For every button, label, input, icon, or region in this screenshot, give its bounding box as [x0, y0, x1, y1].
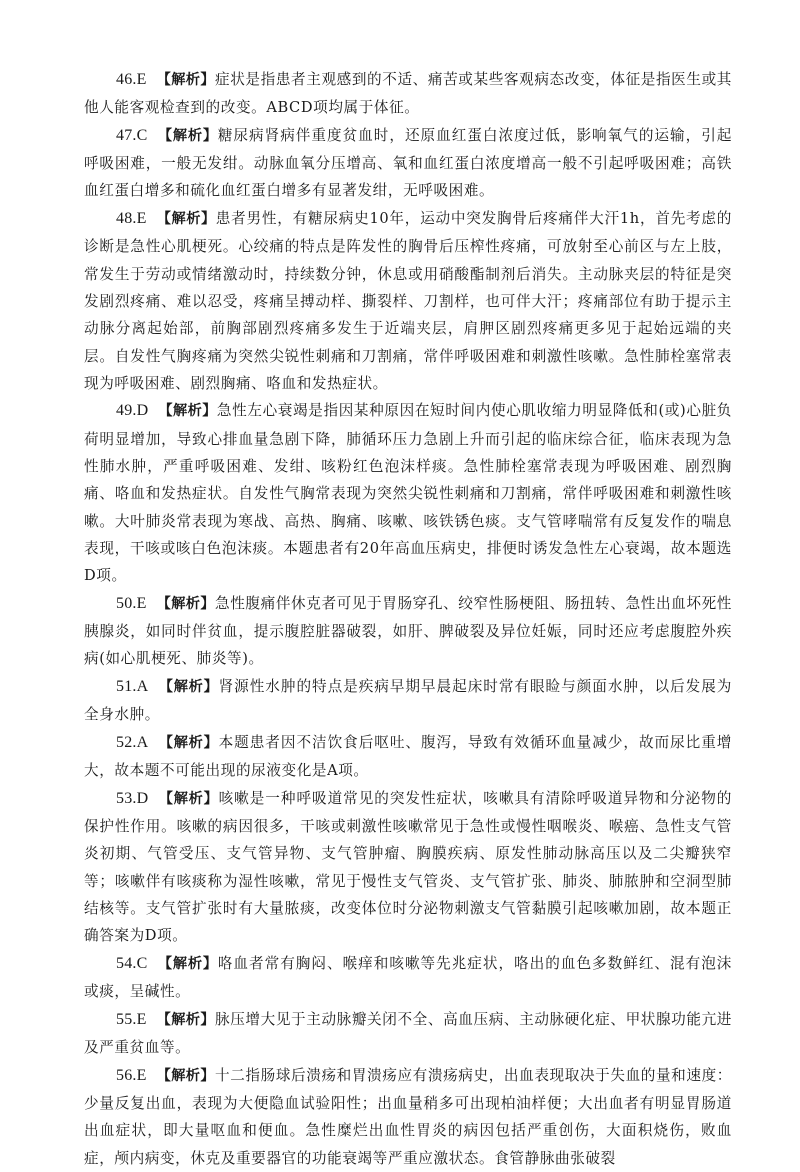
answer-number: 55.E [116, 1010, 147, 1028]
answer-number: 53.D [116, 789, 149, 807]
analysis-tag: 【解析】 [156, 1011, 215, 1028]
answer-entry [84, 785, 732, 950]
answer-number: 47.C [116, 126, 148, 144]
analysis-tag: 【解析】 [158, 790, 219, 807]
analysis-text: 患者男性，有糖尿病史10年，运动中突发胸骨后疼痛伴大汗1h，首先考虑的诊断是急性心肌梗死。心绞痛的特点是阵发性的胸骨后压榨性疼痛，可放射至心前区与左上肢，常发生于劳动或情绪激动时，持续数分钟，休息或用硝酸酯制剂后消失。主动脉夹层的特征是突发剧烈疼痛、难以忍受，疼痛呈搏动样、撕裂样、刀割样，也可伴大汗；疼痛部位有助于提示主动脉分离起始部，前胸部剧烈疼痛多发生于近端夹层，肩胛区剧烈疼痛更多见于起始远端的夹层。自发性气胸疼痛为突然尖锐性刺痛和刀割痛，常伴呼吸困难和刺激性咳嗽。急性肺栓塞常表现为呼吸困难、剧烈胸痛、咯血和发热症状。 [84, 210, 732, 392]
answer-number: 50.E [116, 594, 147, 612]
analysis-text: 脉压增大见于主动脉瓣关闭不全、高血压病、主动脉硬化症、甲状腺功能亢进及严重贫血等。 [84, 1010, 732, 1057]
analysis-tag: 【解析】 [158, 734, 219, 751]
analysis-tag: 【解析】 [156, 1067, 215, 1084]
answer-entry [84, 1062, 732, 1172]
analysis-text: 急性腹痛伴休克者可见于胃肠穿孔、绞窄性肠梗阻、肠扭转、急性出血坏死性胰腺炎，如同时伴贫血，提示腹腔脏器破裂，如肝、脾破裂及异位妊娠，同时还应考虑腹腔外疾病(如心肌梗死、肺炎等)。 [84, 594, 732, 668]
analysis-tag: 【解析】 [158, 679, 219, 696]
analysis-tag: 【解析】 [156, 72, 215, 88]
answer-entry [84, 122, 732, 205]
answer-entry [84, 590, 732, 673]
analysis-text: 症状是指患者主观感到的不适、痛苦或某些客观病态改变，体征是指医生或其他人能客观检查到的改变。ABCD项均属于体征。 [84, 71, 732, 117]
analysis-text: 急性左心衰竭是指因某种原因在短时间内使心肌收缩力明显降低和(或)心脏负荷明显增加，导致心排血量急剧下降，肺循环压力急剧上升而引起的临床综合征，临床表现为急性肺水肿，严重呼吸困难、发绀、咳粉红色泡沫样痰。急性肺栓塞常表现为呼吸困难、剧烈胸痛、咯血和发热症状。自发性气胸常表现为突然尖锐性刺痛和刀割痛，常伴呼吸困难和刺激性咳嗽。大叶肺炎常表现为寒战、高热、胸痛、咳嗽、咳铁锈色痰。支气管哮喘常有反复发作的喘息表现，干咳或咳白色泡沫痰。本题患者有20年高血压病史，排便时诱发急性左心衰竭，故本题选D项。 [84, 402, 733, 585]
answer-entry [84, 66, 732, 122]
analysis-tag: 【解析】 [157, 127, 218, 144]
analysis-tag: 【解析】 [156, 595, 215, 612]
answer-entry [84, 205, 732, 397]
analysis-tag: 【解析】 [157, 955, 218, 972]
analysis-text: 咯血者常有胸闷、喉痒和咳嗽等先兆症状，咯出的血色多数鲜红、混有泡沫或痰，呈碱性。 [84, 954, 732, 1001]
analysis-text: 本题患者因不洁饮食后呕吐、腹泻，导致有效循环血量减少，故而尿比重增大，故本题不可能出现的尿液变化是A项。 [84, 733, 732, 780]
answer-number: 54.C [116, 954, 148, 972]
answer-entry [84, 1006, 732, 1062]
analysis-text: 咳嗽是一种呼吸道常见的突发性症状，咳嗽具有清除呼吸道异物和分泌物的保护性作用。咳嗽的病因很多，干咳或刺激性咳嗽常见于急性或慢性咽喉炎、喉癌、急性支气管炎初期、气管受压、支气管异物、支气管肿瘤、胸膜疾病、原发性肺动脉高压以及二尖瓣狭窄等；咳嗽伴有咳痰称为湿性咳嗽，常见于慢性支气管炎、支气管扩张、肺炎、肺脓肿和空洞型肺结核等。支气管扩张时有大量脓痰，改变体位时分泌物刺激支气管黏膜引起咳嗽加剧，故本题正确答案为D项。 [84, 789, 732, 945]
answer-entry [84, 397, 732, 589]
answer-entry [84, 950, 732, 1006]
answer-number: 46.E [116, 71, 147, 88]
answer-number: 56.E [116, 1066, 147, 1084]
analysis-tag: 【解析】 [158, 403, 217, 420]
analysis-text: 肾源性水肿的特点是疾病早期早晨起床时常有眼睑与颜面水肿，以后发展为全身水肿。 [84, 678, 732, 724]
answer-entry [84, 729, 732, 785]
answer-entry [84, 673, 732, 729]
answer-number: 52.A [116, 733, 149, 751]
analysis-text: 十二指肠球后溃疡和胃溃疡应有溃疡病史，出血表现取决于失血的量和速度：少量反复出血，表现为大便隐血试验阳性；出血量稍多可出现柏油样便；大出血者有明显胃肠道出血症状，即大量呕血和便血。急性糜烂出血性胃炎的病因包括严重创伤，大面积烧伤，败血症，颅内病变，休克及重要器官的功能衰竭等严重应激状态。食管静脉曲张破裂 [84, 1066, 732, 1167]
answer-number: 49.D [116, 402, 149, 420]
answer-number: 48.E [116, 210, 147, 228]
analysis-text: 糖尿病肾病伴重度贫血时，还原血红蛋白浓度过低，影响氧气的运输，引起呼吸困难，一般无发绀。动脉血氧分压增高、氧和血红蛋白浓度增高一般不引起呼吸困难；高铁血红蛋白增多和硫化血红蛋白增多有显著发绀，无呼吸困难。 [84, 126, 732, 200]
answer-number: 51.A [116, 678, 149, 696]
analysis-tag: 【解析】 [156, 211, 216, 228]
